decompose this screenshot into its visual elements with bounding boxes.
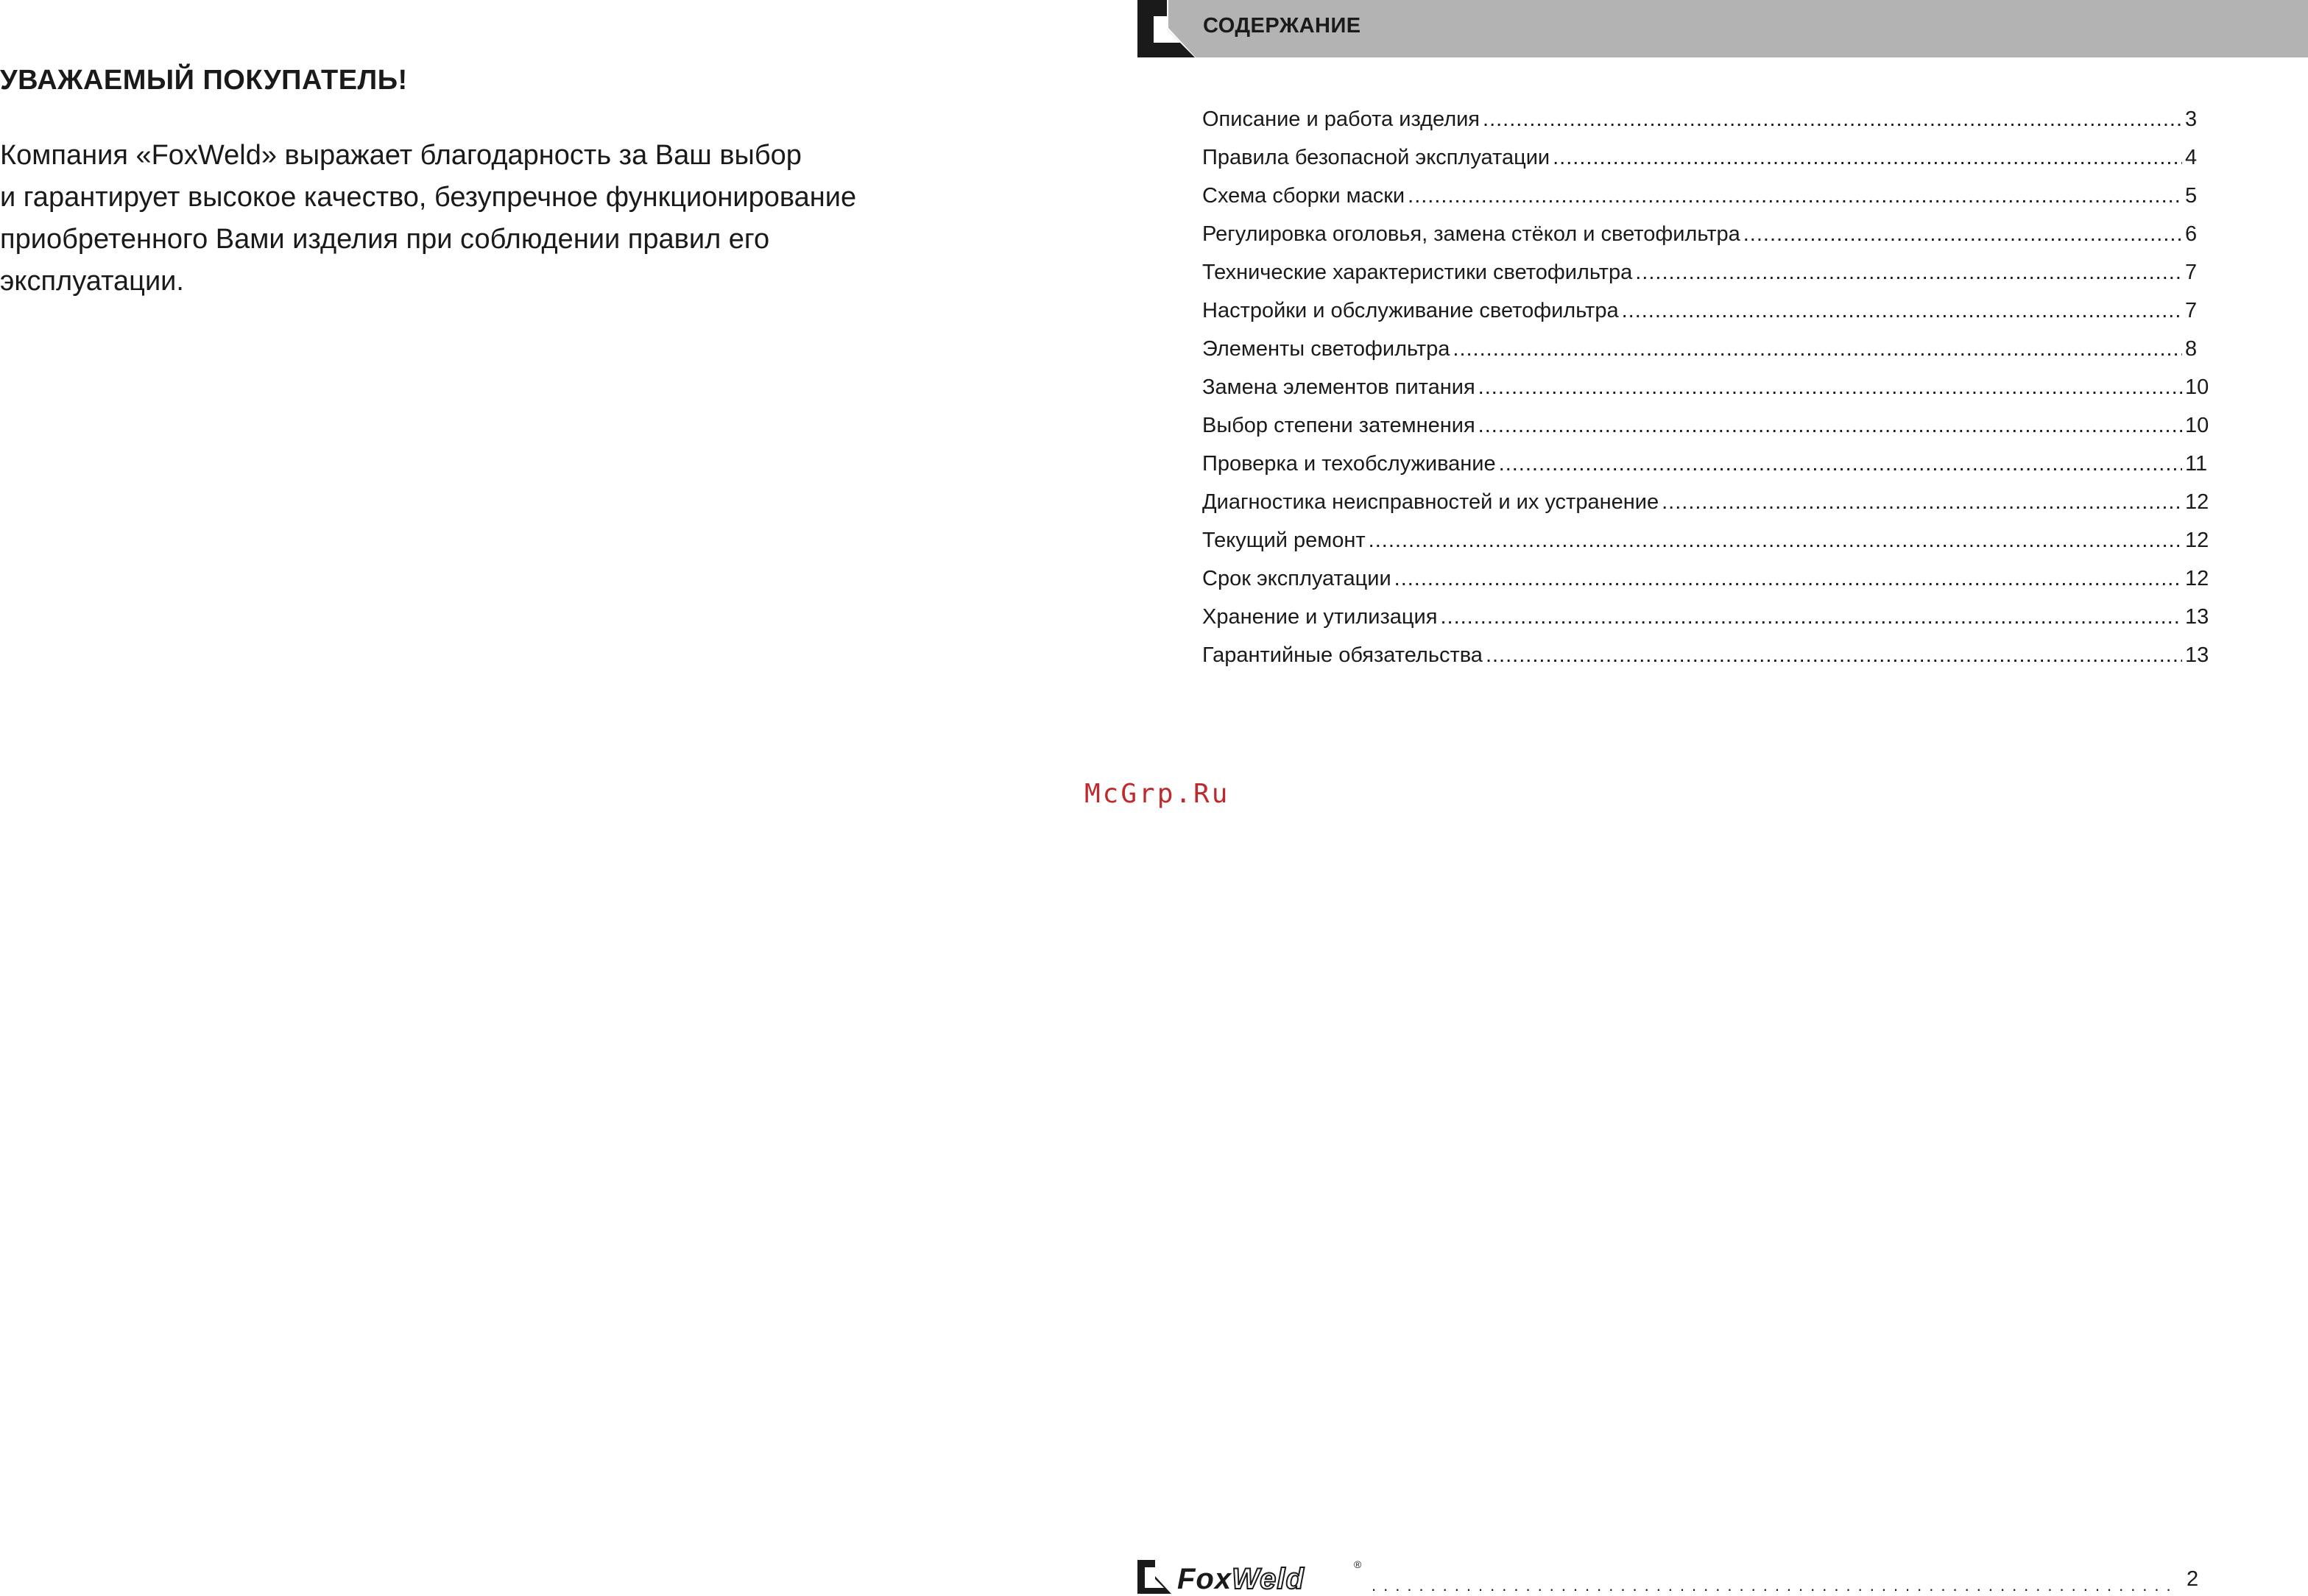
toc-item[interactable] xyxy=(1202,452,2215,490)
toc-item[interactable] xyxy=(1202,261,2215,299)
toc-item-page: 3 xyxy=(2185,107,2198,131)
greeting-line: приобретенного Вами изделия при соблюдении правил его xyxy=(0,224,770,255)
toc-item-label: Выбор степени затемнения xyxy=(1202,414,1475,437)
toc-dot-leader xyxy=(1486,643,2182,668)
toc-item-page: 5 xyxy=(2185,184,2198,208)
toc-item-label: Технические характеристики светофильтра xyxy=(1202,261,1633,284)
toc-item-label: Элементы светофильтра xyxy=(1202,337,1450,361)
watermark-text: McGrp.Ru xyxy=(1084,779,1230,809)
toc-item[interactable] xyxy=(1202,107,2215,146)
toc-item-page: 7 xyxy=(2185,299,2198,322)
left-page xyxy=(0,0,1119,1595)
toc-dot-leader xyxy=(1622,299,2182,323)
toc-dot-leader xyxy=(1408,184,2182,208)
toc-dot-leader xyxy=(1440,605,2182,629)
toc-item-label: Проверка и техобслуживание xyxy=(1202,452,1496,476)
page-footer xyxy=(1137,1558,2205,1595)
toc-dot-leader xyxy=(1662,490,2182,515)
toc-item-label: Хранение и утилизация xyxy=(1202,605,1438,629)
right-page xyxy=(1137,0,2308,1595)
toc-item[interactable] xyxy=(1202,375,2215,414)
toc-dot-leader xyxy=(1553,146,2182,170)
toc-item-page: 11 xyxy=(2185,452,2208,476)
toc-dot-leader xyxy=(1478,375,2182,400)
toc-item-page: 8 xyxy=(2185,337,2198,361)
foxweld-logo-icon xyxy=(1137,1560,1171,1594)
page-number: 2 xyxy=(2187,1567,2199,1591)
toc-item-page: 6 xyxy=(2185,222,2198,246)
registered-mark: ® xyxy=(1354,1558,1362,1570)
toc-item[interactable] xyxy=(1202,567,2215,605)
toc-item-page: 4 xyxy=(2185,146,2198,169)
greeting-line: Компания «FoxWeld» выражает благодарность за Ваш выбор xyxy=(0,140,802,171)
contents-header-band xyxy=(1137,0,2308,57)
greeting-heading: УВАЖАЕМЫЙ ПОКУПАТЕЛЬ! xyxy=(0,65,408,96)
toc-item[interactable] xyxy=(1202,414,2215,452)
toc-item-label: Диагностика неисправностей и их устранение xyxy=(1202,490,1659,514)
brand-weld-text: Weld xyxy=(1232,1563,1305,1595)
toc-item[interactable] xyxy=(1202,605,2215,643)
toc-dot-leader xyxy=(1478,414,2182,438)
toc-dot-leader xyxy=(1743,222,2182,247)
brand-logo-text xyxy=(1177,1563,1305,1596)
toc-item-page: 12 xyxy=(2185,567,2209,590)
footer-dot-leader xyxy=(1372,1576,2170,1595)
toc-item[interactable] xyxy=(1202,299,2215,337)
toc-dot-leader xyxy=(1369,529,2182,553)
toc-item-label: Срок эксплуатации xyxy=(1202,567,1391,590)
toc-dot-leader xyxy=(1483,107,2182,132)
toc-item-label: Правила безопасной эксплуатации xyxy=(1202,146,1550,169)
toc-item-page: 12 xyxy=(2185,529,2209,552)
toc-dot-leader xyxy=(1499,452,2182,476)
toc-item[interactable] xyxy=(1202,184,2215,222)
toc-dot-leader xyxy=(1394,567,2182,591)
toc-item-label: Настройки и обслуживание светофильтра xyxy=(1202,299,1619,322)
toc-item-label: Текущий ремонт xyxy=(1202,529,1366,552)
toc-item-label: Замена элементов питания xyxy=(1202,375,1475,399)
toc-item-page: 7 xyxy=(2185,261,2198,284)
toc-item-label: Схема сборки маски xyxy=(1202,184,1405,208)
brand-fox-text: Fox xyxy=(1177,1563,1232,1595)
greeting-paragraph xyxy=(0,135,1031,303)
toc-item[interactable] xyxy=(1202,146,2215,184)
toc-item[interactable] xyxy=(1202,643,2215,682)
toc-item-page: 12 xyxy=(2185,490,2209,514)
contents-title: СОДЕРЖАНИЕ xyxy=(1203,14,1361,38)
toc-item-page: 13 xyxy=(2185,605,2209,629)
toc-item-page: 13 xyxy=(2185,643,2209,667)
toc-dot-leader xyxy=(1635,261,2182,285)
greeting-line: и гарантирует высокое качество, безупречное функционирование xyxy=(0,182,857,213)
toc-item[interactable] xyxy=(1202,490,2215,529)
toc-item[interactable] xyxy=(1202,337,2215,375)
toc-item-label: Описание и работа изделия xyxy=(1202,107,1481,131)
toc-item[interactable] xyxy=(1202,222,2215,261)
toc-item-page: 10 xyxy=(2185,414,2209,437)
toc-item[interactable] xyxy=(1202,529,2215,567)
toc-item-label: Гарантийные обязательства xyxy=(1202,643,1483,667)
toc-item-page: 10 xyxy=(2185,375,2209,399)
table-of-contents xyxy=(1202,107,2215,682)
toc-item-label: Регулировка оголовья, замена стёкол и светофильтра xyxy=(1202,222,1740,246)
greeting-line: эксплуатации. xyxy=(0,266,184,297)
toc-dot-leader xyxy=(1453,337,2182,361)
